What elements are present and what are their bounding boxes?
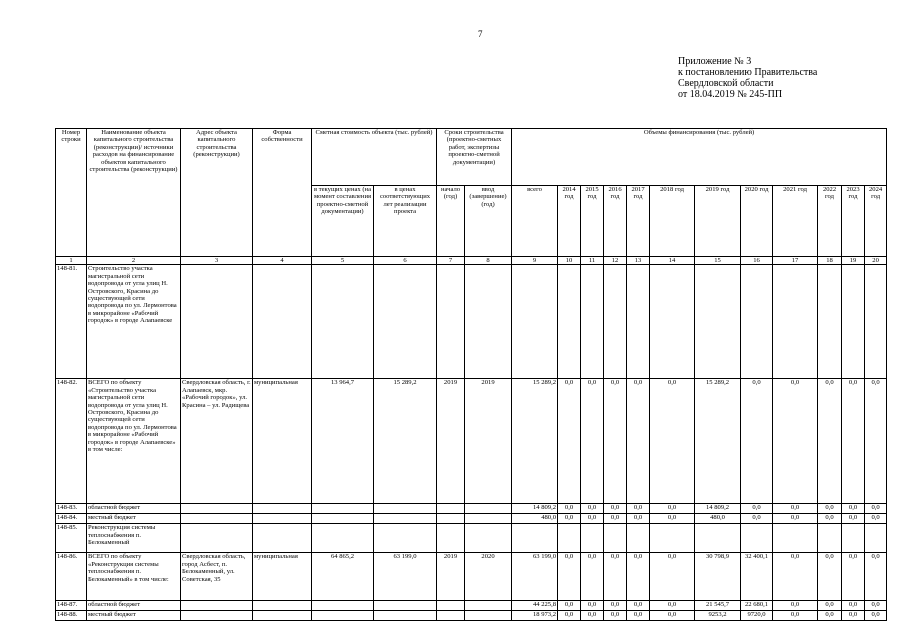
- estimate-current: 64 865,2: [312, 553, 374, 601]
- ownership: муниципальная: [253, 553, 312, 601]
- object-name: местный бюджет: [87, 514, 181, 524]
- funding-2020: 32 400,1: [741, 553, 773, 601]
- funding-2015: [581, 265, 604, 379]
- funding-2014: 0,0: [558, 601, 581, 611]
- funding-2019: 30 798,9: [695, 553, 741, 601]
- end-year: 2019: [465, 379, 512, 504]
- funding-2016: 0,0: [604, 611, 627, 621]
- funding-2016: [604, 524, 627, 553]
- funding-2024: 0,0: [865, 514, 887, 524]
- start-year: 2019: [437, 553, 465, 601]
- object-address: [181, 601, 253, 611]
- funding-2021: 0,0: [773, 553, 818, 601]
- funding-2023: 0,0: [842, 553, 865, 601]
- start-year: [437, 265, 465, 379]
- object-name: областной бюджет: [87, 504, 181, 514]
- estimate-current: [312, 601, 374, 611]
- header-estimate-actual: в ценах соответствующих лет реализации проекта: [374, 186, 437, 257]
- header-2020: 2020 год: [741, 186, 773, 257]
- funding-2015: 0,0: [581, 504, 604, 514]
- funding-2021: 0,0: [773, 514, 818, 524]
- row-number: 148-83.: [56, 504, 87, 514]
- object-name: ВСЕГО по объекту «Строительство участка магистральной сети водопровода от угла улиц Н. Островского, Красина до существующей сети водопровода по ул. Лермонтова в микрорайоне «Рабочий городок» в городе Алапаевске» в том числе:: [87, 379, 181, 504]
- column-numbers-row: [56, 257, 887, 265]
- appendix-heading: [678, 56, 817, 100]
- funding-2022: [818, 265, 842, 379]
- funding-2021: [773, 524, 818, 553]
- end-year: [465, 265, 512, 379]
- estimate-actual: [374, 524, 437, 553]
- funding-2019: 21 545,7: [695, 601, 741, 611]
- column-number: 2: [87, 257, 181, 265]
- table-row: [56, 553, 887, 601]
- funding-2024: [865, 524, 887, 553]
- funding-2020: [741, 265, 773, 379]
- end-year: [465, 504, 512, 514]
- funding-2018: 0,0: [650, 504, 695, 514]
- header-2014: 2014 год: [558, 186, 581, 257]
- funding-2024: 0,0: [865, 611, 887, 621]
- funding-2017: 0,0: [627, 504, 650, 514]
- estimate-current: [312, 514, 374, 524]
- funding-2023: 0,0: [842, 601, 865, 611]
- funding-2014: [558, 524, 581, 553]
- funding-2014: [558, 265, 581, 379]
- row-number: 148-88.: [56, 611, 87, 621]
- object-name: ВСЕГО по объекту «Реконструкция системы теплоснабжения п. Белокаменный» в том числе:: [87, 553, 181, 601]
- estimate-actual: 15 289,2: [374, 379, 437, 504]
- column-number: 12: [604, 257, 627, 265]
- column-number: 14: [650, 257, 695, 265]
- start-year: [437, 611, 465, 621]
- header-2024: 2024 год: [865, 186, 887, 257]
- funding-2015: 0,0: [581, 553, 604, 601]
- estimate-actual: 63 199,0: [374, 553, 437, 601]
- ownership: [253, 611, 312, 621]
- funding-2017: 0,0: [627, 514, 650, 524]
- column-number: 10: [558, 257, 581, 265]
- funding-2022: 0,0: [818, 504, 842, 514]
- appendix-line-3: Свердловской области: [678, 78, 774, 89]
- funding-2023: [842, 265, 865, 379]
- object-address: [181, 524, 253, 553]
- funding-total: 14 809,2: [512, 504, 558, 514]
- table-row: [56, 611, 887, 621]
- column-number: 8: [465, 257, 512, 265]
- funding-total: 15 289,2: [512, 379, 558, 504]
- estimate-current: [312, 611, 374, 621]
- funding-2020: 0,0: [741, 514, 773, 524]
- object-address: [181, 504, 253, 514]
- header-terms: Сроки строительства (проектно-сметных работ, экспертизы проектно-сметной документации): [437, 129, 512, 186]
- funding-2021: 0,0: [773, 504, 818, 514]
- funding-2022: 0,0: [818, 514, 842, 524]
- estimate-actual: [374, 611, 437, 621]
- object-address: Свердловская область, город Асбест, п. Белокаменный, ул. Советская, 35: [181, 553, 253, 601]
- column-number: 17: [773, 257, 818, 265]
- funding-total: 18 973,2: [512, 611, 558, 621]
- funding-2017: 0,0: [627, 553, 650, 601]
- header-2018: 2018 год: [650, 186, 695, 257]
- row-number: 148-82.: [56, 379, 87, 504]
- start-year: 2019: [437, 379, 465, 504]
- appendix-line-4: от 18.04.2019 № 245-ПП: [678, 89, 783, 100]
- appendix-line-1: Приложение № 3: [678, 56, 752, 67]
- estimate-current: [312, 265, 374, 379]
- column-number: 13: [627, 257, 650, 265]
- header-2019: 2019 год: [695, 186, 741, 257]
- header-row-number: Номер строки: [56, 129, 87, 257]
- funding-2019: 14 809,2: [695, 504, 741, 514]
- end-year: [465, 524, 512, 553]
- column-number: 11: [581, 257, 604, 265]
- object-address: Свердловская область, г. Алапаевск, мкр. «Рабочий городок», ул. Красина – ул. Радищева: [181, 379, 253, 504]
- header-2017: 2017 год: [627, 186, 650, 257]
- column-number: 3: [181, 257, 253, 265]
- ownership: [253, 265, 312, 379]
- funding-2017: 0,0: [627, 611, 650, 621]
- funding-2024: [865, 265, 887, 379]
- header-object-name: Наименование объекта капитального строительства (реконструкции)/ источники расходов на финансирование объектов капитального строительства (реконструкции): [87, 129, 181, 257]
- funding-total: [512, 524, 558, 553]
- funding-2016: 0,0: [604, 379, 627, 504]
- funding-2022: 0,0: [818, 553, 842, 601]
- header-funding: Объемы финансирования (тыс. рублей): [512, 129, 887, 186]
- end-year: [465, 611, 512, 621]
- funding-2018: 0,0: [650, 514, 695, 524]
- funding-2021: 0,0: [773, 611, 818, 621]
- start-year: [437, 514, 465, 524]
- funding-total: 44 225,8: [512, 601, 558, 611]
- funding-2019: [695, 524, 741, 553]
- funding-2016: 0,0: [604, 504, 627, 514]
- funding-2014: 0,0: [558, 504, 581, 514]
- end-year: [465, 601, 512, 611]
- funding-2016: [604, 265, 627, 379]
- funding-2015: 0,0: [581, 379, 604, 504]
- funding-2023: 0,0: [842, 379, 865, 504]
- funding-2017: 0,0: [627, 601, 650, 611]
- ownership: муниципальная: [253, 379, 312, 504]
- funding-2020: 0,0: [741, 504, 773, 514]
- end-year: 2020: [465, 553, 512, 601]
- funding-2021: 0,0: [773, 379, 818, 504]
- funding-2015: 0,0: [581, 601, 604, 611]
- object-name: областной бюджет: [87, 601, 181, 611]
- row-number: 148-81.: [56, 265, 87, 379]
- appendix-line-2: к постановлению Правительства: [678, 67, 818, 78]
- ownership: [253, 524, 312, 553]
- header-2022: 2022 год: [818, 186, 842, 257]
- column-number: 15: [695, 257, 741, 265]
- funding-2020: 0,0: [741, 379, 773, 504]
- funding-2024: 0,0: [865, 379, 887, 504]
- funding-2014: 0,0: [558, 379, 581, 504]
- table-row: [56, 601, 887, 611]
- funding-2023: 0,0: [842, 611, 865, 621]
- row-number: 148-84.: [56, 514, 87, 524]
- ownership: [253, 601, 312, 611]
- row-number: 148-86.: [56, 553, 87, 601]
- row-number: 148-85.: [56, 524, 87, 553]
- funding-2018: 0,0: [650, 553, 695, 601]
- funding-2018: 0,0: [650, 601, 695, 611]
- funding-2018: 0,0: [650, 611, 695, 621]
- column-number: 16: [741, 257, 773, 265]
- funding-2023: 0,0: [842, 514, 865, 524]
- object-address: [181, 265, 253, 379]
- header-start: начало (год): [437, 186, 465, 257]
- funding-2022: 0,0: [818, 379, 842, 504]
- header-estimate-current: в текущих ценах (на момент составления проектно-сметной документации): [312, 186, 374, 257]
- object-name: местный бюджет: [87, 611, 181, 621]
- start-year: [437, 504, 465, 514]
- table-row: [56, 504, 887, 514]
- column-number: 9: [512, 257, 558, 265]
- estimate-actual: [374, 514, 437, 524]
- funding-2016: 0,0: [604, 601, 627, 611]
- header-estimate: Сметная стоимость объекта (тыс. рублей): [312, 129, 437, 186]
- funding-2019: 15 289,2: [695, 379, 741, 504]
- column-number: 7: [437, 257, 465, 265]
- table-row: [56, 379, 887, 504]
- header-ownership: Форма собственности: [253, 129, 312, 257]
- page-number: 7: [478, 29, 483, 39]
- object-address: [181, 514, 253, 524]
- funding-2022: 0,0: [818, 601, 842, 611]
- funding-2023: [842, 524, 865, 553]
- funding-2024: 0,0: [865, 553, 887, 601]
- funding-2018: [650, 265, 695, 379]
- funding-2019: 480,0: [695, 514, 741, 524]
- start-year: [437, 601, 465, 611]
- funding-2018: 0,0: [650, 379, 695, 504]
- funding-total: [512, 265, 558, 379]
- funding-2021: 0,0: [773, 601, 818, 611]
- funding-total: 63 199,0: [512, 553, 558, 601]
- funding-2016: 0,0: [604, 553, 627, 601]
- table-row: [56, 265, 887, 379]
- estimate-current: [312, 524, 374, 553]
- ownership: [253, 514, 312, 524]
- funding-2014: 0,0: [558, 514, 581, 524]
- header-2015: 2015 год: [581, 186, 604, 257]
- row-number: 148-87.: [56, 601, 87, 611]
- header-2021: 2021 год: [773, 186, 818, 257]
- table-row: [56, 514, 887, 524]
- column-number: 6: [374, 257, 437, 265]
- funding-2021: [773, 265, 818, 379]
- column-number: 1: [56, 257, 87, 265]
- header-2016: 2016 год: [604, 186, 627, 257]
- funding-2015: 0,0: [581, 611, 604, 621]
- header-total: всего: [512, 186, 558, 257]
- object-address: [181, 611, 253, 621]
- funding-2015: 0,0: [581, 514, 604, 524]
- funding-2018: [650, 524, 695, 553]
- object-name: Строительство участка магистральной сети водопровода от угла улиц Н. Островского, Красина до существующей сети водопровода по ул. Лермонтова в микрорайоне «Рабочий городок» в городе Алапаевске: [87, 265, 181, 379]
- estimate-actual: [374, 504, 437, 514]
- funding-2017: [627, 265, 650, 379]
- funding-2017: 0,0: [627, 379, 650, 504]
- funding-table: [55, 128, 887, 621]
- funding-2015: [581, 524, 604, 553]
- funding-2024: 0,0: [865, 601, 887, 611]
- funding-2022: [818, 524, 842, 553]
- funding-2016: 0,0: [604, 514, 627, 524]
- estimate-actual: [374, 601, 437, 611]
- funding-2023: 0,0: [842, 504, 865, 514]
- funding-2017: [627, 524, 650, 553]
- funding-2020: 9720,0: [741, 611, 773, 621]
- funding-2019: [695, 265, 741, 379]
- table-row: [56, 524, 887, 553]
- funding-2014: 0,0: [558, 611, 581, 621]
- estimate-current: 13 964,7: [312, 379, 374, 504]
- funding-total: 480,0: [512, 514, 558, 524]
- end-year: [465, 514, 512, 524]
- funding-2020: 22 680,1: [741, 601, 773, 611]
- funding-2022: 0,0: [818, 611, 842, 621]
- estimate-current: [312, 504, 374, 514]
- estimate-actual: [374, 265, 437, 379]
- funding-2014: 0,0: [558, 553, 581, 601]
- header-end: ввод (завершение) (год): [465, 186, 512, 257]
- header-address: Адрес объекта капитального строительства (реконструкции): [181, 129, 253, 257]
- funding-2019: 9253,2: [695, 611, 741, 621]
- column-number: 19: [842, 257, 865, 265]
- column-number: 4: [253, 257, 312, 265]
- header-2023: 2023 год: [842, 186, 865, 257]
- funding-2020: [741, 524, 773, 553]
- object-name: Реконструкция системы теплоснабжения п. Белокаменный: [87, 524, 181, 553]
- column-number: 18: [818, 257, 842, 265]
- funding-2024: 0,0: [865, 504, 887, 514]
- ownership: [253, 504, 312, 514]
- column-number: 20: [865, 257, 887, 265]
- column-number: 5: [312, 257, 374, 265]
- start-year: [437, 524, 465, 553]
